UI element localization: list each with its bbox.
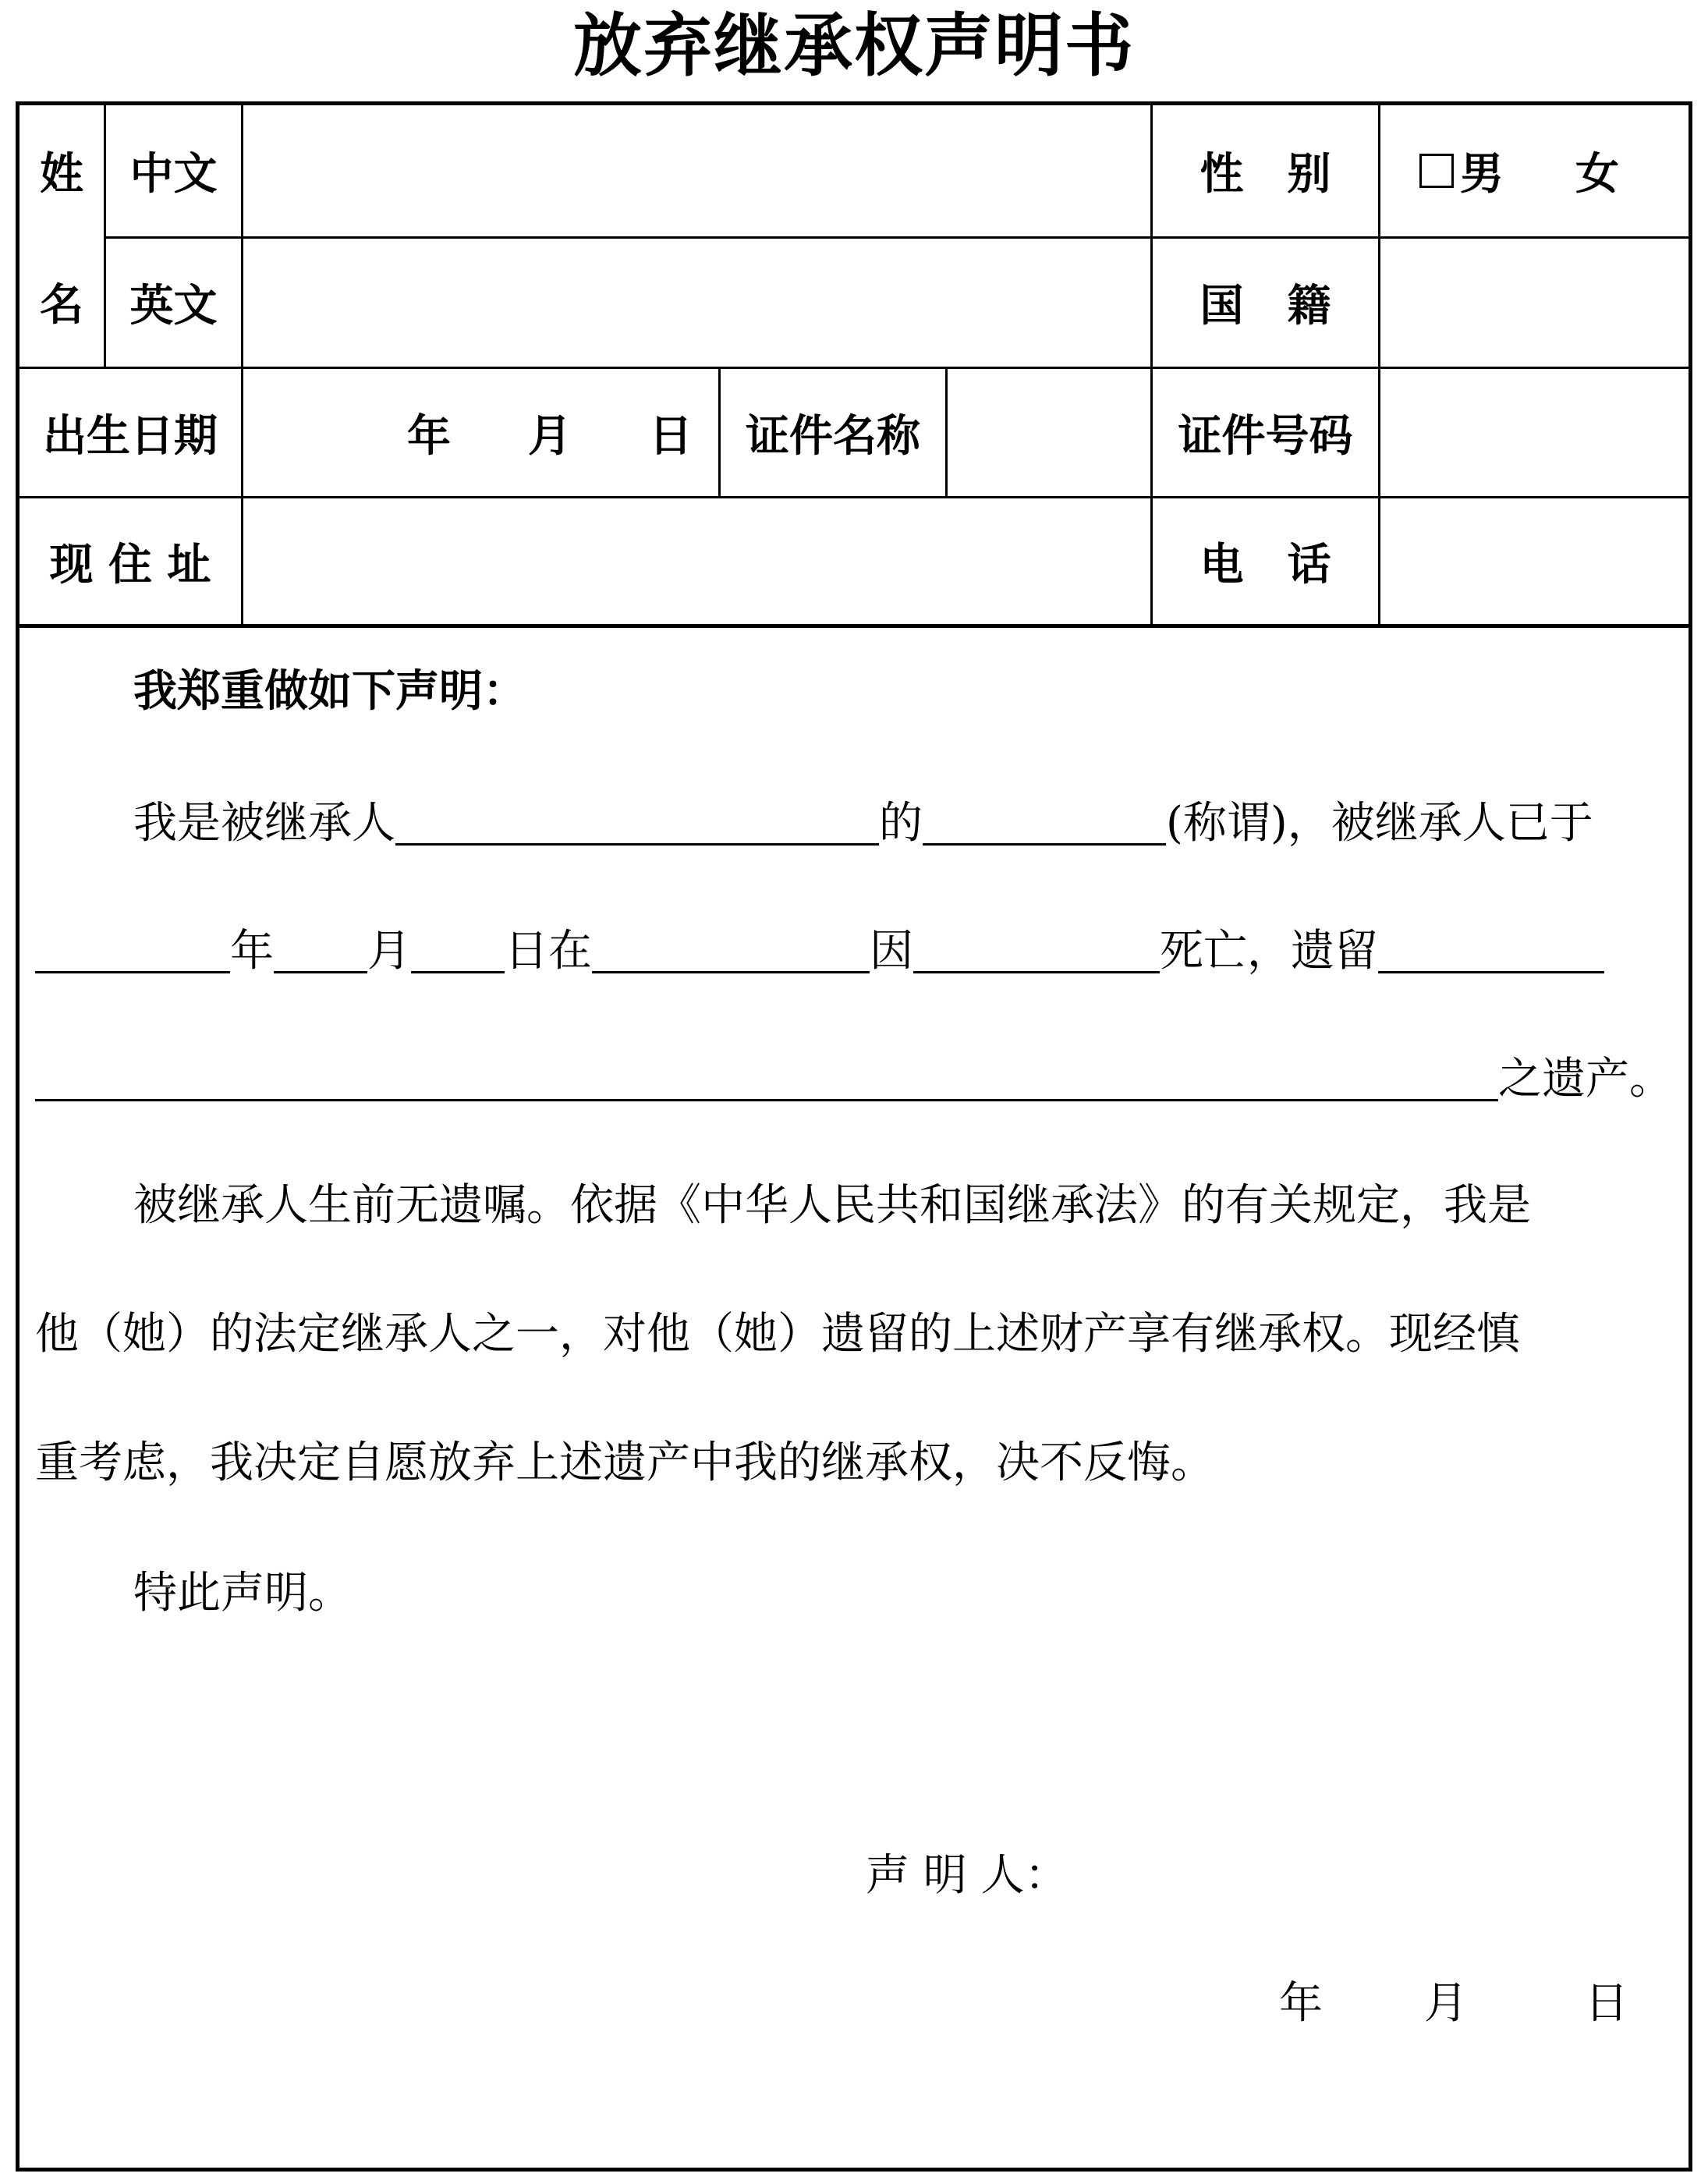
closing-text: 特此声明。 — [133, 1568, 352, 1618]
english-name-field[interactable] — [243, 239, 1150, 367]
sign-day-label: 日 — [1585, 1978, 1628, 2029]
birth-year-label: 年 — [407, 410, 451, 462]
declaration-heading: 我郑重做如下声明： — [133, 666, 526, 717]
gender-male-checkbox[interactable] — [1419, 154, 1454, 188]
nationality-label: 国 籍 — [1199, 281, 1331, 332]
p2-death: 死亡，遗留 — [1160, 926, 1378, 977]
sign-year-label: 年 — [1279, 1978, 1323, 2029]
p1-text-b: 的 — [879, 798, 923, 849]
paragraph-3 — [35, 1048, 1673, 1108]
estate-blank-2[interactable] — [35, 1055, 1498, 1101]
english-name-label: 英文 — [129, 281, 218, 332]
sign-month-label: 月 — [1424, 1978, 1468, 2029]
id-type-label: 证件名称 — [746, 410, 920, 462]
id-number-field[interactable] — [1380, 369, 1692, 496]
phone-field[interactable] — [1380, 498, 1692, 624]
phone-label: 电 话 — [1199, 539, 1331, 590]
paragraph-4-line-2: 他（她）的法定继承人之一，对他（她）遗留的上述财产享有继承权。现经慎 — [35, 1309, 1520, 1360]
address-field[interactable] — [243, 498, 1150, 624]
name-label-bottom: 名 — [40, 279, 83, 331]
death-year-blank[interactable] — [35, 927, 230, 973]
p1-text-c: (称谓)，被继承人已于 — [1166, 798, 1593, 849]
decedent-name-blank[interactable] — [395, 800, 879, 846]
declarant-signature-field[interactable] — [1100, 1863, 1490, 1907]
gender-male-label: 男 — [1460, 149, 1504, 200]
birthdate-field[interactable] — [243, 369, 718, 496]
paragraph-4-line-3: 重考虑，我决定自愿放弃上述遗产中我的继承权，决不反悔。 — [35, 1438, 1214, 1488]
p2-because: 因 — [870, 926, 913, 977]
chinese-name-field[interactable] — [243, 105, 1150, 236]
birthdate-label: 出生日期 — [43, 410, 218, 462]
death-cause-blank[interactable] — [913, 927, 1160, 973]
paragraph-1 — [133, 792, 1593, 852]
document-title: 放弃继承权声明书 — [572, 5, 1135, 86]
relation-blank[interactable] — [923, 800, 1166, 846]
paragraph-4-line-1: 被继承人生前无遗嘱。依据《中华人民共和国继承法》的有关规定，我是 — [133, 1180, 1531, 1231]
death-day-blank[interactable] — [411, 927, 505, 973]
birth-month-label: 月 — [528, 410, 572, 462]
id-number-label: 证件号码 — [1178, 410, 1353, 462]
address-label: 现 住 址 — [49, 539, 211, 590]
gender-label: 性 别 — [1199, 149, 1331, 200]
name-label-top: 姓 — [40, 149, 83, 200]
p2-month: 月 — [367, 926, 411, 977]
p3-estate: 之遗产。 — [1498, 1054, 1673, 1104]
declaration-form — [16, 101, 1692, 2172]
death-place-blank[interactable] — [592, 927, 870, 973]
gender-options — [1380, 105, 1692, 236]
sign-date — [1279, 1976, 1628, 2032]
id-type-field[interactable] — [948, 369, 1150, 496]
chinese-name-label: 中文 — [129, 149, 218, 200]
nationality-field[interactable] — [1380, 239, 1692, 367]
paragraph-2 — [35, 920, 1604, 980]
death-month-blank[interactable] — [274, 927, 367, 973]
birth-day-label: 日 — [649, 410, 693, 462]
estate-blank-1[interactable] — [1378, 927, 1604, 973]
p2-day-at: 日在 — [505, 926, 592, 977]
p2-year: 年 — [230, 926, 274, 977]
gender-female-label: 女 — [1575, 149, 1619, 200]
table-rule-4 — [19, 624, 1692, 628]
p1-text-a: 我是被继承人 — [133, 798, 395, 849]
declarant-label: 声 明 人： — [866, 1850, 1068, 1901]
